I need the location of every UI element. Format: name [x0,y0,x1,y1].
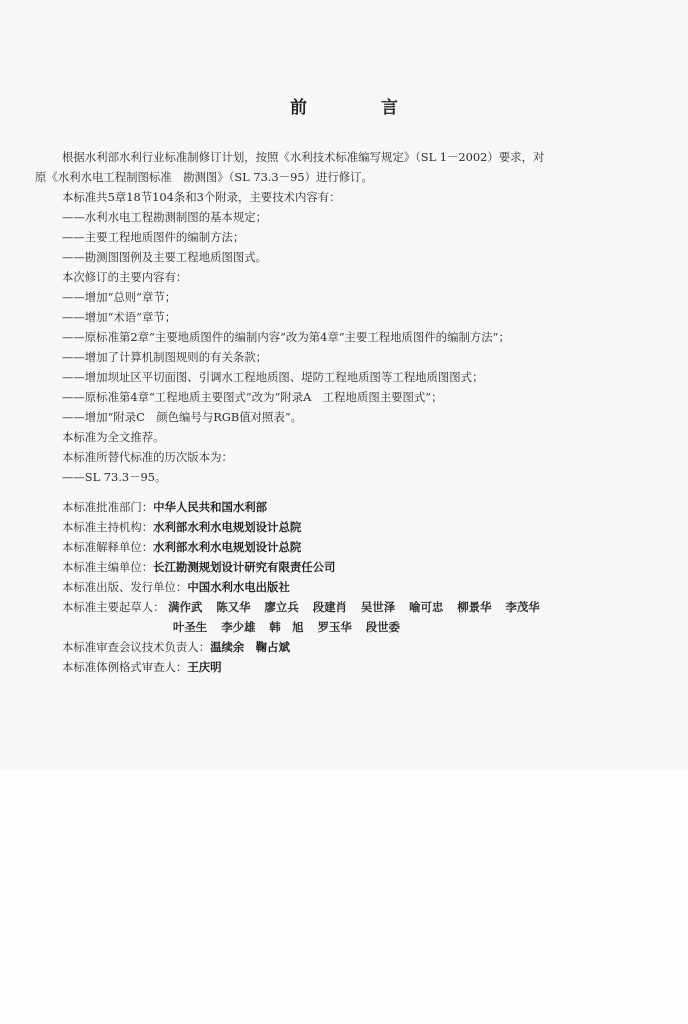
host-row [35,517,655,537]
revision-item: ——增加“术语”章节； [62,310,177,324]
drafter-name: 韩 旭 [269,620,304,634]
host-value: 水利部水利水电规划设计总院 [153,520,302,534]
drafter-name: 廖立兵 [264,600,299,614]
chief-value: 长江勘测规划设计研究有限责任公司 [153,560,336,574]
content-item: ——主要工程地质图件的编制方法； [62,230,245,244]
drafter-name: 吴世泽 [360,600,396,614]
revision-heading: 本次修订的主要内容有： [62,270,188,284]
drafter-name: 叶圣生 [173,620,208,634]
drafters-label: 本标准主要起草人： [62,600,165,614]
publisher-row [35,577,655,597]
page-title: 前 言 [290,98,432,118]
replaced-heading: 本标准所替代标准的历次版本为： [62,450,233,464]
intro-line-1: 根据水利部水利行业标准制修订计划，按照《水利技术标准编写规定》（SL 1－2002）要求，对 [62,150,545,164]
preface-body [35,147,655,677]
reviewer-value: 温续余 鞠占斌 [210,640,290,654]
content-item: ——水利水电工程勘测制图的基本规定； [62,210,268,224]
publisher-label: 本标准出版、发行单位： [62,580,188,594]
drafter-name: 李茂华 [505,600,540,614]
format-value: 王庆明 [187,660,222,674]
approval-row [35,497,655,517]
drafter-name: 柳景华 [457,600,492,614]
revision-item: ——原标准第2章“主要地质图件的编制内容”改为第4章“主要工程地质图件的编制方法”； [62,330,510,344]
format-row [35,657,655,677]
replaced-version: ——SL 73.3－95。 [62,470,167,484]
interpret-label: 本标准解释单位： [62,540,154,554]
drafter-name: 喻可忠 [409,600,444,614]
content-item: ——勘测图图例及主要工程地质图图式。 [62,250,268,264]
revision-item: ——增加坝址区平切面图、引调水工程地质图、堤防工程地质图等工程地质图图式； [62,370,484,384]
drafter-name: 陈又华 [216,600,251,614]
info-block [35,497,655,677]
approval-value: 中华人民共和国水利部 [153,500,268,514]
interpret-row [35,537,655,557]
section-gap [35,487,655,497]
drafter-name: 李少雄 [221,620,256,634]
reviewer-row [35,637,655,657]
revision-item: ——原标准第4章“工程地质主要图式”改为“附录A 工程地质图主要图式”； [62,390,443,404]
drafter-name: 罗玉华 [317,620,352,634]
host-label: 本标准主持机构： [62,520,154,534]
chief-label: 本标准主编单位： [62,560,154,574]
drafters-row [35,597,655,617]
intro-line-2: 原《水利水电工程制图标准 勘测图》（SL 73.3－95）进行修订。 [35,170,373,184]
drafter-name: 段世委 [365,620,400,634]
approval-label: 本标准批准部门： [62,500,154,514]
full-text-note: 本标准为全文推荐。 [62,430,165,444]
revision-item: ——增加“附录C 颜色编号与RGB值对照表”。 [62,410,303,424]
publisher-value: 中国水利水电出版社 [187,580,290,594]
drafter-name: 段建肖 [312,600,347,614]
summary-line: 本标准共5章18节104条和3个附录，主要技术内容有： [62,190,341,204]
revision-item: ——增加了计算机制图规则的有关条款； [62,350,268,364]
chief-row [35,557,655,577]
format-label: 本标准体例格式审查人： [62,660,188,674]
revision-item: ——增加“总则”章节； [62,290,177,304]
drafter-name: 满作武 [168,600,203,614]
reviewer-label: 本标准审查会议技术负责人： [62,640,211,654]
drafters-row-2 [35,617,655,637]
interpret-value: 水利部水利水电规划设计总院 [153,540,302,554]
